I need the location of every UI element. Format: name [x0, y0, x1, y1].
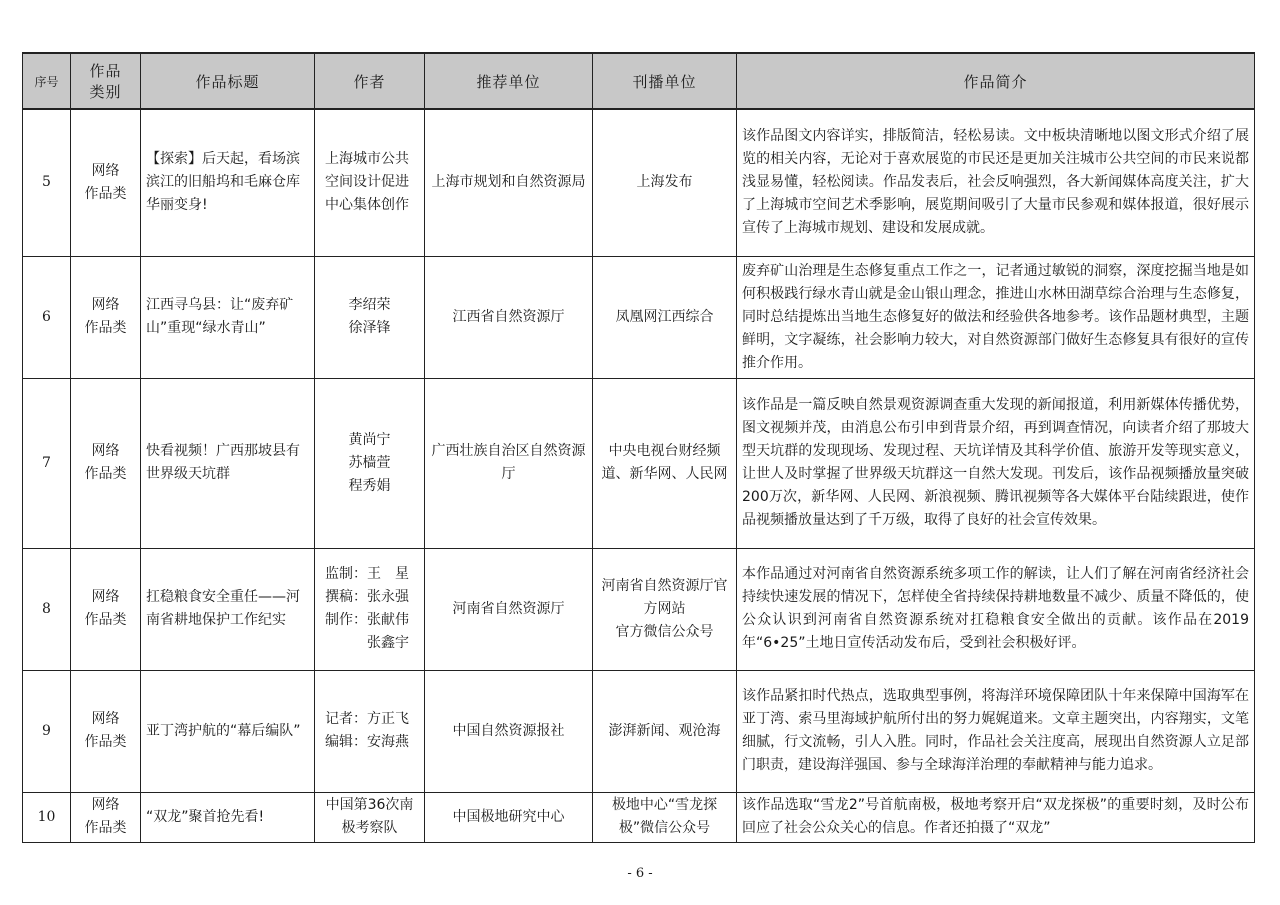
- row-title: 快看视频！广西那坡县有世界级天坑群: [141, 378, 315, 548]
- header-publisher: 刊播单位: [593, 53, 737, 109]
- row-no: 6: [23, 256, 71, 378]
- header-summary: 作品简介: [737, 53, 1255, 109]
- row-category: 网络 作品类: [71, 792, 141, 842]
- header-recommender: 推荐单位: [425, 53, 593, 109]
- table-row: [23, 109, 1255, 256]
- row-recommender: 广西壮族自治区自然资源厅: [425, 378, 593, 548]
- table-row: [23, 670, 1255, 792]
- row-recommender: 上海市规划和自然资源局: [425, 109, 593, 256]
- header-category: 作品 类别: [71, 53, 141, 109]
- row-category: 网络 作品类: [71, 256, 141, 378]
- header-author: 作者: [315, 53, 425, 109]
- row-title: 【探索】后天起，看场滨滨江的旧船坞和毛麻仓库华丽变身!: [141, 109, 315, 256]
- table-row: [23, 792, 1255, 842]
- table-header-row: [23, 53, 1255, 109]
- awards-table: [22, 52, 1255, 843]
- row-author: 李绍荣 徐泽锋: [315, 256, 425, 378]
- row-publisher: 中央电视台财经频道、新华网、人民网: [593, 378, 737, 548]
- page-number: - 6 -: [627, 866, 653, 881]
- row-recommender: 中国自然资源报社: [425, 670, 593, 792]
- row-author: 上海城市公共空间设计促进中心集体创作: [315, 109, 425, 256]
- row-category: 网络 作品类: [71, 548, 141, 670]
- row-no: 5: [23, 109, 71, 256]
- row-summary: 该作品是一篇反映自然景观资源调查重大发现的新闻报道，利用新媒体传播优势，图文视频并茂，由消息公布引申到背景介绍，再到调查情况，向读者介绍了那坡大型天坑群的发现现场、发现过程、天坑详情及其科学价值、旅游开发等现实意义，让世人及时掌握了世界级天坑群这一自然大发现。刊发后，该作品视频播放量突破200万次，新华网、人民网、新浪视频、腾讯视频等各大媒体平台陆续跟进，使作品视频播放量达到了千万级，取得了良好的社会宣传效果。: [737, 378, 1255, 548]
- row-summary: 该作品图文内容详实，排版简洁，轻松易读。文中板块清晰地以图文形式介绍了展览的相关内容，无论对于喜欢展览的市民还是更加关注城市公共空间的市民来说都浅显易懂，轻松阅读。作品发表后，社会反响强烈，各大新闻媒体高度关注，扩大了上海城市空间艺术季影响，展览期间吸引了大量市民参观和媒体报道，很好展示宣传了上海城市规划、建设和发展成就。: [737, 109, 1255, 256]
- header-no: 序号: [23, 53, 71, 109]
- row-recommender: 河南省自然资源厅: [425, 548, 593, 670]
- row-no: 7: [23, 378, 71, 548]
- row-title: 亚丁湾护航的“幕后编队”: [141, 670, 315, 792]
- row-summary: 该作品选取“雪龙2”号首航南极，极地考察开启“双龙探极”的重要时刻，及时公布回应了社会公众关心的信息。作者还拍摄了“双龙”: [737, 792, 1255, 842]
- header-title: 作品标题: [141, 53, 315, 109]
- row-summary: 该作品紧扣时代热点，选取典型事例，将海洋环境保障团队十年来保障中国海军在亚丁湾、索马里海域护航所付出的努力娓娓道来。文章主题突出，内容翔实，文笔细腻，行文流畅，引人入胜。同时，作品社会关注度高，展现出自然资源人立足部门职责，建设海洋强国、参与全球海洋治理的奉献精神与能力追求。: [737, 670, 1255, 792]
- row-recommender: 江西省自然资源厅: [425, 256, 593, 378]
- row-title: 扛稳粮食安全重任——河南省耕地保护工作纪实: [141, 548, 315, 670]
- row-publisher: 上海发布: [593, 109, 737, 256]
- row-author: 监制：王 星 撰稿：张永强 制作：张献伟 张鑫宇: [315, 548, 425, 670]
- row-author: 记者：方正飞 编辑：安海燕: [315, 670, 425, 792]
- row-publisher: 河南省自然资源厅官方网站 官方微信公众号: [593, 548, 737, 670]
- row-category: 网络 作品类: [71, 109, 141, 256]
- row-title: 江西寻乌县：让“废弃矿山”重现“绿水青山”: [141, 256, 315, 378]
- row-title: “双龙”聚首抢先看!: [141, 792, 315, 842]
- row-publisher: 凤凰网江西综合: [593, 256, 737, 378]
- row-recommender: 中国极地研究中心: [425, 792, 593, 842]
- row-summary: 废弃矿山治理是生态修复重点工作之一，记者通过敏锐的洞察，深度挖掘当地是如何积极践行绿水青山就是金山银山理念，推进山水林田湖草综合治理与生态修复，同时总结提炼出当地生态修复好的做法和经验供各地参考。该作品题材典型，主题鲜明，文字凝练，社会影响力较大，对自然资源部门做好生态修复具有很好的宣传推介作用。: [737, 256, 1255, 378]
- table-row: [23, 378, 1255, 548]
- row-no: 9: [23, 670, 71, 792]
- table-row: [23, 548, 1255, 670]
- row-author: 中国第36次南极考察队: [315, 792, 425, 842]
- row-category: 网络 作品类: [71, 378, 141, 548]
- row-category: 网络 作品类: [71, 670, 141, 792]
- table-row: [23, 256, 1255, 378]
- row-publisher: 澎湃新闻、观沧海: [593, 670, 737, 792]
- row-no: 10: [23, 792, 71, 842]
- row-publisher: 极地中心“雪龙探极”微信公众号: [593, 792, 737, 842]
- row-no: 8: [23, 548, 71, 670]
- row-summary: 本作品通过对河南省自然资源系统多项工作的解读，让人们了解在河南省经济社会持续快速发展的情况下，怎样使全省持续保持耕地数量不减少、质量不降低的，使公众认识到河南省自然资源系统对扛稳粮食安全做出的贡献。该作品在2019年“6•25”土地日宣传活动发布后，受到社会积极好评。: [737, 548, 1255, 670]
- row-author: 黄尚宁 苏樯萱 程秀娟: [315, 378, 425, 548]
